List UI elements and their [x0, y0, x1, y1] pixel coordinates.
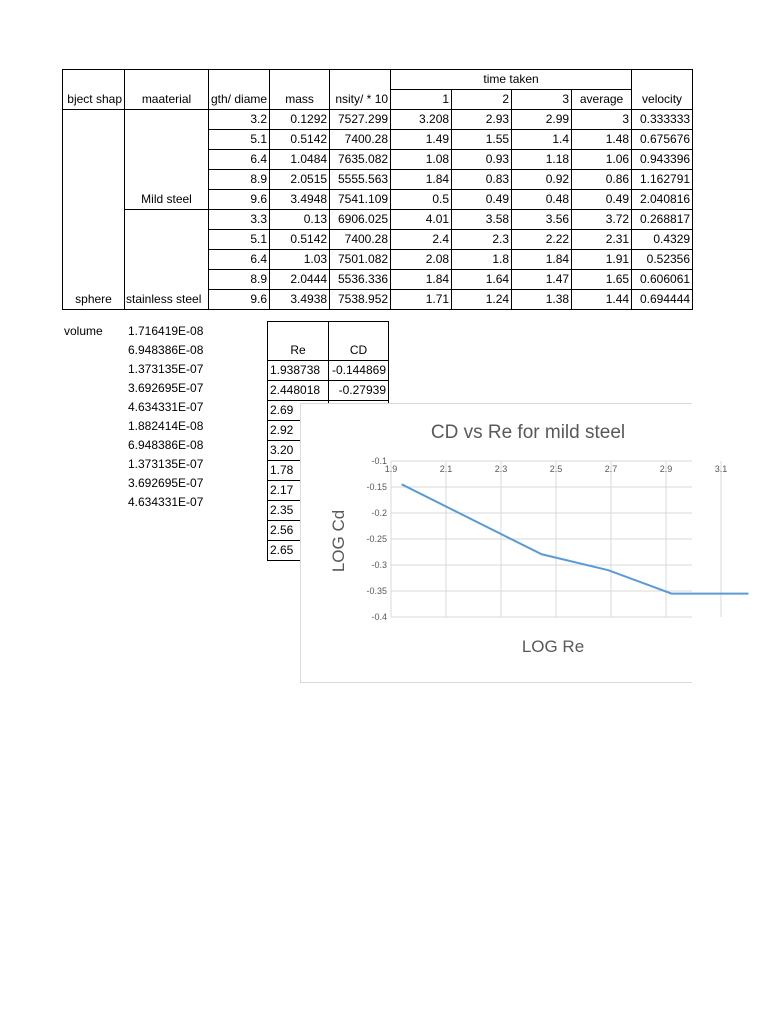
- shape-cell[interactable]: [63, 130, 125, 150]
- table-cell[interactable]: 0.86: [572, 170, 632, 190]
- x-tick-label: 1.9: [384, 464, 398, 474]
- table-cell[interactable]: 1.44: [572, 290, 632, 310]
- time-taken-header[interactable]: time taken: [391, 70, 632, 90]
- header-mass[interactable]: mass: [270, 90, 330, 110]
- table-cell[interactable]: 0.606061: [632, 270, 693, 290]
- volume-row: [64, 360, 248, 379]
- table-cell[interactable]: 3.4948: [270, 190, 330, 210]
- table-cell[interactable]: 1.06: [572, 150, 632, 170]
- table-cell[interactable]: 5.1: [209, 130, 270, 150]
- header-length-diameter[interactable]: gth/ diame: [209, 90, 270, 110]
- header-cell-blank: [209, 70, 270, 90]
- table-cell[interactable]: 1.84: [391, 170, 452, 190]
- table-cell[interactable]: 4.01: [391, 210, 452, 230]
- table-cell[interactable]: 1.03: [270, 250, 330, 270]
- table-cell[interactable]: 3.72: [572, 210, 632, 230]
- material-cell[interactable]: [125, 150, 209, 170]
- table-cell[interactable]: 0.93: [452, 150, 512, 170]
- y-tick-label: -0.25: [366, 534, 387, 544]
- table-cell[interactable]: 1.91: [572, 250, 632, 270]
- table-cell[interactable]: 0.5142: [270, 230, 330, 250]
- volume-label[interactable]: volume: [64, 324, 103, 338]
- table-row: [63, 230, 693, 250]
- table-row: [268, 361, 389, 381]
- re-cell[interactable]: 1.938738: [268, 361, 329, 381]
- table-cell[interactable]: 2.3: [452, 230, 512, 250]
- table-cell[interactable]: 1.38: [512, 290, 572, 310]
- table-cell[interactable]: 1.84: [391, 270, 452, 290]
- table-cell[interactable]: 1.162791: [632, 170, 693, 190]
- shape-cell[interactable]: [63, 170, 125, 190]
- table-row: [63, 290, 693, 310]
- shape-cell[interactable]: [63, 270, 125, 290]
- y-tick-label: -0.4: [371, 612, 387, 622]
- table-row: [63, 270, 693, 290]
- table-cell[interactable]: 6.4: [209, 250, 270, 270]
- x-tick-label: 2.5: [549, 464, 563, 474]
- volume-value[interactable]: 1.373135E-07: [128, 362, 204, 376]
- re-cd-header-row: [268, 341, 389, 361]
- material-cell[interactable]: [125, 270, 209, 290]
- volume-label[interactable]: [64, 341, 128, 360]
- table-header-row-top: [63, 70, 693, 90]
- material-cell[interactable]: [125, 250, 209, 270]
- header-time-2[interactable]: 2: [452, 90, 512, 110]
- table-cell[interactable]: 7635.082: [330, 150, 391, 170]
- table-cell[interactable]: 6.4: [209, 150, 270, 170]
- table-cell[interactable]: 1.65: [572, 270, 632, 290]
- volume-value[interactable]: 4.634331E-07: [128, 400, 204, 414]
- table-cell[interactable]: 1.24: [452, 290, 512, 310]
- table-cell[interactable]: 0.13: [270, 210, 330, 230]
- table-cell[interactable]: 0.92: [512, 170, 572, 190]
- table-cell[interactable]: 0.5: [391, 190, 452, 210]
- table-cell[interactable]: 2.08: [391, 250, 452, 270]
- volume-label[interactable]: [64, 493, 128, 512]
- re-cell[interactable]: 2.448018: [268, 381, 329, 401]
- material-cell[interactable]: [125, 210, 209, 230]
- re-cd-spacer-cell[interactable]: [268, 322, 329, 342]
- table-cell[interactable]: 2.040816: [632, 190, 693, 210]
- volume-label[interactable]: [64, 398, 128, 417]
- chart-title: CD vs Re for mild steel: [430, 422, 626, 443]
- table-cell[interactable]: 0.52356: [632, 250, 693, 270]
- table-cell[interactable]: 3.56: [512, 210, 572, 230]
- header-cell-blank: [330, 70, 391, 90]
- header-velocity[interactable]: velocity: [632, 90, 693, 110]
- table-cell[interactable]: 7527.299: [330, 110, 391, 130]
- header-re[interactable]: Re: [268, 341, 329, 361]
- table-cell[interactable]: 0.48: [512, 190, 572, 210]
- header-time-3[interactable]: 3: [512, 90, 572, 110]
- shape-cell[interactable]: sphere: [63, 290, 125, 310]
- table-row: [268, 381, 389, 401]
- x-tick-label: 2.9: [659, 464, 673, 474]
- re-cell[interactable]: 2.56: [268, 521, 329, 541]
- table-cell[interactable]: 3.208: [391, 110, 452, 130]
- y-tick-label: -0.1: [371, 456, 387, 466]
- re-cell[interactable]: 2.69: [268, 401, 329, 421]
- x-tick-label: 2.3: [494, 464, 508, 474]
- volume-row: [64, 493, 248, 512]
- shape-cell[interactable]: [63, 210, 125, 230]
- cd-vs-re-chart[interactable]: [300, 403, 728, 683]
- table-cell[interactable]: 1.48: [572, 130, 632, 150]
- table-cell[interactable]: 1.8: [452, 250, 512, 270]
- table-cell[interactable]: 7541.109: [330, 190, 391, 210]
- table-cell[interactable]: 2.22: [512, 230, 572, 250]
- volume-row: [64, 322, 248, 341]
- table-cell[interactable]: 2.93: [452, 110, 512, 130]
- cd-cell[interactable]: -0.144869: [329, 361, 389, 381]
- table-cell[interactable]: 9.6: [209, 290, 270, 310]
- table-row: [63, 110, 693, 130]
- volume-value[interactable]: 1.716419E-08: [128, 324, 204, 338]
- table-cell[interactable]: 0.333333: [632, 110, 693, 130]
- table-cell[interactable]: 0.49: [452, 190, 512, 210]
- table-cell[interactable]: 1.47: [512, 270, 572, 290]
- y-tick-label: -0.2: [371, 508, 387, 518]
- volume-row: [64, 341, 248, 360]
- volume-row: [64, 379, 248, 398]
- material-cell[interactable]: [125, 170, 209, 190]
- table-cell[interactable]: 2.31: [572, 230, 632, 250]
- table-cell[interactable]: 6906.025: [330, 210, 391, 230]
- header-cell-blank: [270, 70, 330, 90]
- material-cell[interactable]: [125, 110, 209, 130]
- volume-label[interactable]: [64, 379, 128, 398]
- shape-cell[interactable]: [63, 150, 125, 170]
- volume-label[interactable]: [64, 474, 128, 493]
- table-cell[interactable]: 0.83: [452, 170, 512, 190]
- table-row: [63, 250, 693, 270]
- re-cell[interactable]: 1.78: [268, 461, 329, 481]
- data-table: [62, 69, 693, 310]
- volume-label[interactable]: [64, 360, 128, 379]
- volume-value[interactable]: 6.948386E-08: [128, 438, 204, 452]
- table-row: [63, 190, 693, 210]
- re-cell[interactable]: 2.17: [268, 481, 329, 501]
- re-cell[interactable]: 2.65: [268, 541, 329, 561]
- volume-row: [64, 474, 248, 493]
- table-row: [63, 130, 693, 150]
- table-cell[interactable]: 2.4: [391, 230, 452, 250]
- x-tick-label: 2.1: [439, 464, 453, 474]
- table-cell[interactable]: 1.55: [452, 130, 512, 150]
- volume-value[interactable]: 1.882414E-08: [128, 419, 204, 433]
- y-tick-label: -0.35: [366, 586, 387, 596]
- volume-row: [64, 436, 248, 455]
- x-tick-label: 2.7: [604, 464, 618, 474]
- table-cell[interactable]: 0.49: [572, 190, 632, 210]
- re-cell[interactable]: 2.92: [268, 421, 329, 441]
- y-tick-label: -0.3: [371, 560, 387, 570]
- volume-label[interactable]: [64, 436, 128, 455]
- table-cell[interactable]: 1.64: [452, 270, 512, 290]
- table-cell[interactable]: 1.18: [512, 150, 572, 170]
- material-cell[interactable]: [125, 230, 209, 250]
- material-cell[interactable]: stainless steel: [125, 290, 209, 310]
- table-cell[interactable]: 0.5142: [270, 130, 330, 150]
- table-cell[interactable]: 8.9: [209, 170, 270, 190]
- x-axis-label: LOG Re: [521, 637, 585, 656]
- table-cell[interactable]: 1.49: [391, 130, 452, 150]
- chart-svg: [301, 404, 728, 682]
- y-tick-label: -0.15: [366, 482, 387, 492]
- header-cell-blank: [632, 70, 693, 90]
- cd-cell[interactable]: -0.27939: [329, 381, 389, 401]
- table-cell[interactable]: 2.99: [512, 110, 572, 130]
- volume-row: [64, 417, 248, 436]
- table-row: [63, 170, 693, 190]
- re-cd-spacer-row: [268, 322, 389, 342]
- table-header-row: [63, 90, 693, 110]
- table-cell[interactable]: 1.08: [391, 150, 452, 170]
- re-cell[interactable]: 3.20: [268, 441, 329, 461]
- volume-label[interactable]: [64, 455, 128, 474]
- volume-value[interactable]: 4.634331E-07: [128, 495, 204, 509]
- x-tick-label: 3.1: [714, 464, 728, 474]
- table-cell[interactable]: 2.0444: [270, 270, 330, 290]
- table-cell[interactable]: 0.1292: [270, 110, 330, 130]
- table-cell[interactable]: 7400.28: [330, 130, 391, 150]
- volume-block: [64, 322, 248, 512]
- header-density[interactable]: nsity/ * 10: [330, 90, 391, 110]
- table-cell[interactable]: 1.0484: [270, 150, 330, 170]
- header-cell-blank: [125, 70, 209, 90]
- table-cell[interactable]: 8.9: [209, 270, 270, 290]
- table-cell[interactable]: 1.84: [512, 250, 572, 270]
- table-cell[interactable]: 2.0515: [270, 170, 330, 190]
- table-cell[interactable]: 0.943396: [632, 150, 693, 170]
- volume-row: [64, 398, 248, 417]
- header-object-shape[interactable]: bject shap: [63, 90, 125, 110]
- volume-row: [64, 455, 248, 474]
- material-cell[interactable]: [125, 130, 209, 150]
- header-material[interactable]: maaterial: [125, 90, 209, 110]
- volume-value[interactable]: 3.692695E-07: [128, 381, 204, 395]
- table-cell[interactable]: 9.6: [209, 190, 270, 210]
- table-cell[interactable]: 7501.082: [330, 250, 391, 270]
- table-row: [63, 210, 693, 230]
- volume-value[interactable]: 1.373135E-07: [128, 457, 204, 471]
- table-cell[interactable]: 0.4329: [632, 230, 693, 250]
- table-cell[interactable]: 3.2: [209, 110, 270, 130]
- re-cell[interactable]: 2.35: [268, 501, 329, 521]
- y-axis-label: LOG Cd: [329, 509, 348, 573]
- volume-value[interactable]: 6.948386E-08: [128, 343, 204, 357]
- table-cell[interactable]: 3.4938: [270, 290, 330, 310]
- table-cell[interactable]: 0.268817: [632, 210, 693, 230]
- table-cell[interactable]: 5555.563: [330, 170, 391, 190]
- material-cell[interactable]: Mild steel: [125, 190, 209, 210]
- table-cell[interactable]: 7538.952: [330, 290, 391, 310]
- header-time-1[interactable]: 1: [391, 90, 452, 110]
- volume-label[interactable]: [64, 417, 128, 436]
- header-cell-blank: [63, 70, 125, 90]
- table-cell[interactable]: 1.71: [391, 290, 452, 310]
- table-cell[interactable]: 3: [572, 110, 632, 130]
- table-cell[interactable]: 5.1: [209, 230, 270, 250]
- shape-cell[interactable]: [63, 110, 125, 130]
- volume-value[interactable]: 3.692695E-07: [128, 476, 204, 490]
- table-cell[interactable]: 7400.28: [330, 230, 391, 250]
- shape-cell[interactable]: [63, 190, 125, 210]
- header-average[interactable]: average: [572, 90, 632, 110]
- header-cd[interactable]: CD: [329, 341, 389, 361]
- re-cd-spacer-cell[interactable]: [329, 322, 389, 342]
- shape-cell[interactable]: [63, 230, 125, 250]
- table-cell[interactable]: 0.675676: [632, 130, 693, 150]
- table-cell[interactable]: 1.4: [512, 130, 572, 150]
- shape-cell[interactable]: [63, 250, 125, 270]
- table-cell[interactable]: 3.3: [209, 210, 270, 230]
- table-cell[interactable]: 3.58: [452, 210, 512, 230]
- table-cell[interactable]: 5536.336: [330, 270, 391, 290]
- table-cell[interactable]: 0.694444: [632, 290, 693, 310]
- table-row: [63, 150, 693, 170]
